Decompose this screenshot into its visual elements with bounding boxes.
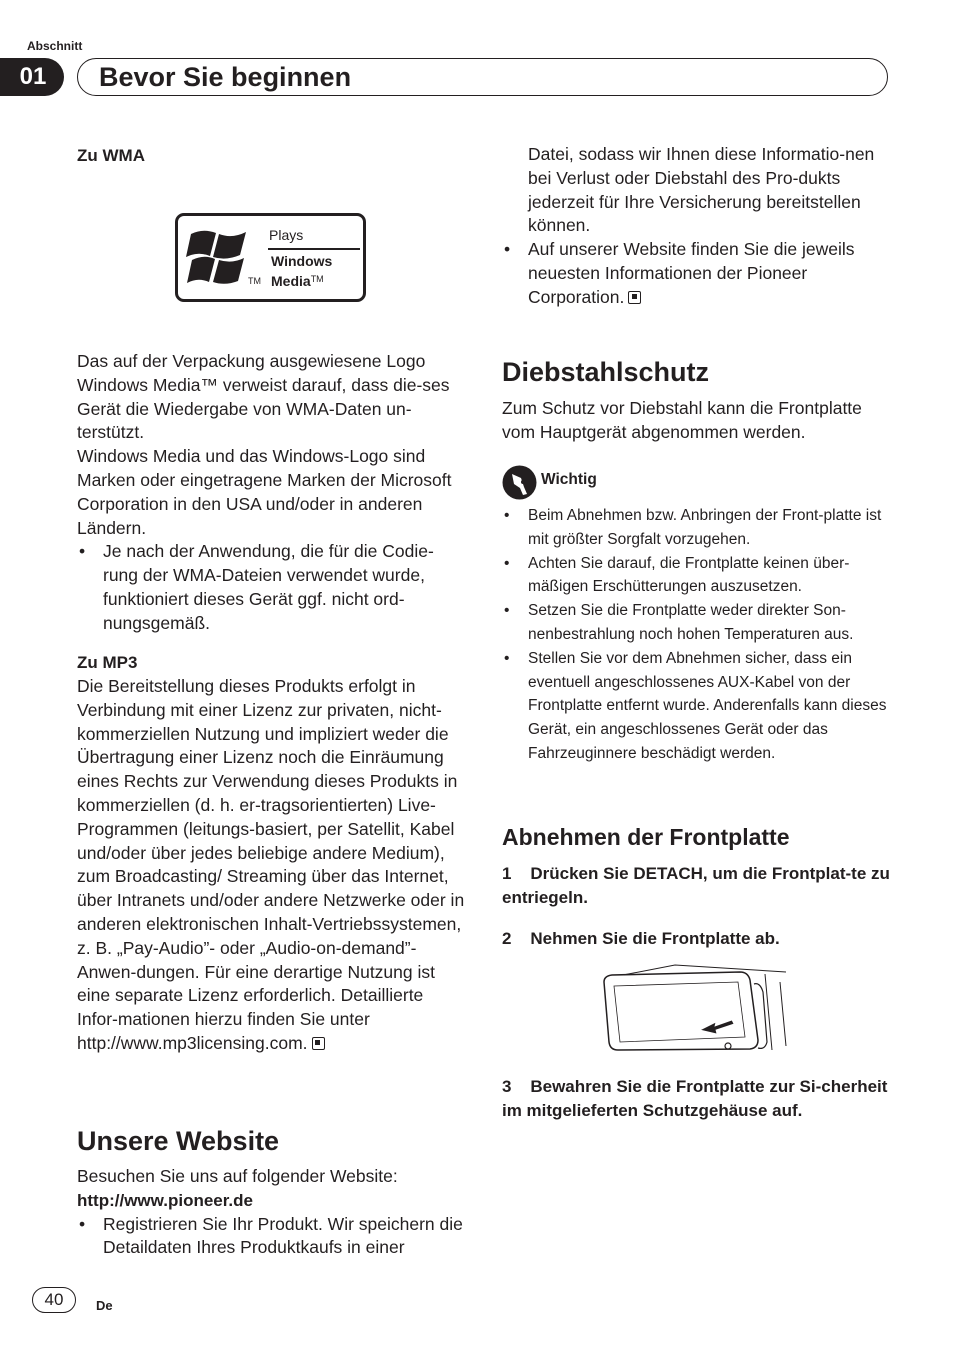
important-bullet-1: • Beim Abnehmen bzw. Anbringen der Front-platte ist mit größter Sorgfalt vorzugehen.: [502, 504, 892, 552]
mp3-paragraph: Die Bereitstellung dieses Produkts erfolgt in Verbindung mit einer Lizenz zur privaten, nicht-kommerziellen Nutzung und impliziert weder die Übertragung einer Lizenz noch die Einräumung eines Rechts zur Verwendung dieses Produkts in kommerziellen (d. h. er-tragsorientierten) Live-Programmen (leitungs-basiert, per Satellit, Kabel und/oder über jedes beliebige andere Medium), zum Broadcasting/ Streaming über das Internet, über Intranets und/oder andere Netzwerke oder in anderen elektronischen Inhalt-Vertriebssystemen, z. B. „Pay-Audio”- oder „Audio-on-demand”-Anwen-dungen. Für eine derartige Nutzung ist eine separate Lizenz erforderlich. Detaillierte Infor-mationen hierzu finden Sie unter http://www.mp3licensing.com.: [77, 676, 465, 1053]
windows-flag-icon: [186, 226, 252, 286]
logo-text-windows: Windows: [271, 253, 333, 269]
end-mark-icon: [628, 291, 641, 304]
important-icon: [502, 465, 537, 500]
theft-intro: Zum Schutz vor Diebstahl kann die Frontplatte vom Hauptgerät abgenommen werden.: [502, 398, 862, 442]
chapter-title: Bevor Sie beginnen: [99, 62, 352, 92]
website-bullet-2: • Auf unserer Website finden Sie die jeweils neuesten Informationen der Pioneer Corporation.: [502, 238, 892, 309]
faceplate-removal-illustration: [600, 962, 790, 1056]
windows-media-logo: [175, 213, 366, 302]
website-bullet-1-continued: Datei, sodass wir Ihnen diese Informatio-nen bei Verlust oder Diebstahl des Pro-dukts jederzeit für Ihre Versicherung bereitstellen können.: [528, 144, 875, 236]
website-bullet-1: • Registrieren Sie Ihr Produkt. Wir speichern die Detaildaten Ihres Produktkaufs in einer: [77, 1213, 465, 1261]
step-1: 1 Drücken Sie DETACH, um die Frontplat-te zu entriegeln.: [502, 864, 895, 907]
step-3: 3 Bewahren Sie die Frontplatte zur Si-cherheit im mitgelieferten Schutzgehäuse auf.: [502, 1077, 893, 1120]
logo-text-media: Media™: [271, 273, 324, 289]
important-label: Wichtig: [541, 471, 597, 488]
language-code: De: [96, 1298, 113, 1313]
important-bullet-2: • Achten Sie darauf, die Frontplatte keinen über-mäßigen Erschütterungen auszusetzen.: [502, 552, 892, 600]
logo-divider: [268, 248, 360, 250]
wma-bullet: • Je nach der Anwendung, die für die Codie-rung der WMA-Dateien verwendet wurde, funktioniert dieses Gerät ggf. nicht ord-nungsgemäß.: [77, 540, 465, 635]
section-label: Abschnitt: [27, 39, 83, 53]
logo-tm-mark: TM: [248, 276, 261, 286]
important-bullet-4: • Stellen Sie vor dem Abnehmen sicher, dass ein eventuell angeschlossenes AUX-Kabel von der Frontplatte entfernt wurde. Anderenfalls kann dieses Gerät, ein angeschlossenes Gerät oder das Fahrzeuginnere beschädigt werden.: [502, 647, 892, 766]
chapter-number-badge: 01: [0, 58, 64, 96]
end-mark-icon: [312, 1037, 325, 1050]
website-url-link[interactable]: http://www.pioneer.de: [77, 1190, 253, 1210]
important-bullet-3: • Setzen Sie die Frontplatte weder direkter Son-nenbestrahlung noch hohen Temperaturen aus.: [502, 599, 892, 647]
website-intro: Besuchen Sie uns auf folgender Website:: [77, 1166, 398, 1186]
wma-paragraph-1: Das auf der Verpackung ausgewiesene Logo Windows Media™ verweist darauf, dass die-ses Gerät die Wiedergabe von WMA-Daten un-terstützt.: [77, 351, 450, 443]
page-number: 40: [32, 1287, 76, 1313]
logo-text-plays: Plays: [269, 227, 304, 243]
theft-heading: Diebstahlschutz: [502, 357, 710, 387]
wma-heading: Zu WMA: [77, 146, 145, 165]
step-2: 2 Nehmen Sie die Frontplatte ab.: [502, 929, 780, 948]
mp3-heading: Zu MP3: [77, 653, 138, 672]
website-heading: Unsere Website: [77, 1126, 280, 1156]
wma-paragraph-2: Windows Media und das Windows-Logo sind Marken oder eingetragene Marken der Microsoft Corporation in den USA und/oder in anderen Ländern.: [77, 446, 452, 538]
remove-faceplate-heading: Abnehmen der Frontplatte: [502, 824, 790, 850]
